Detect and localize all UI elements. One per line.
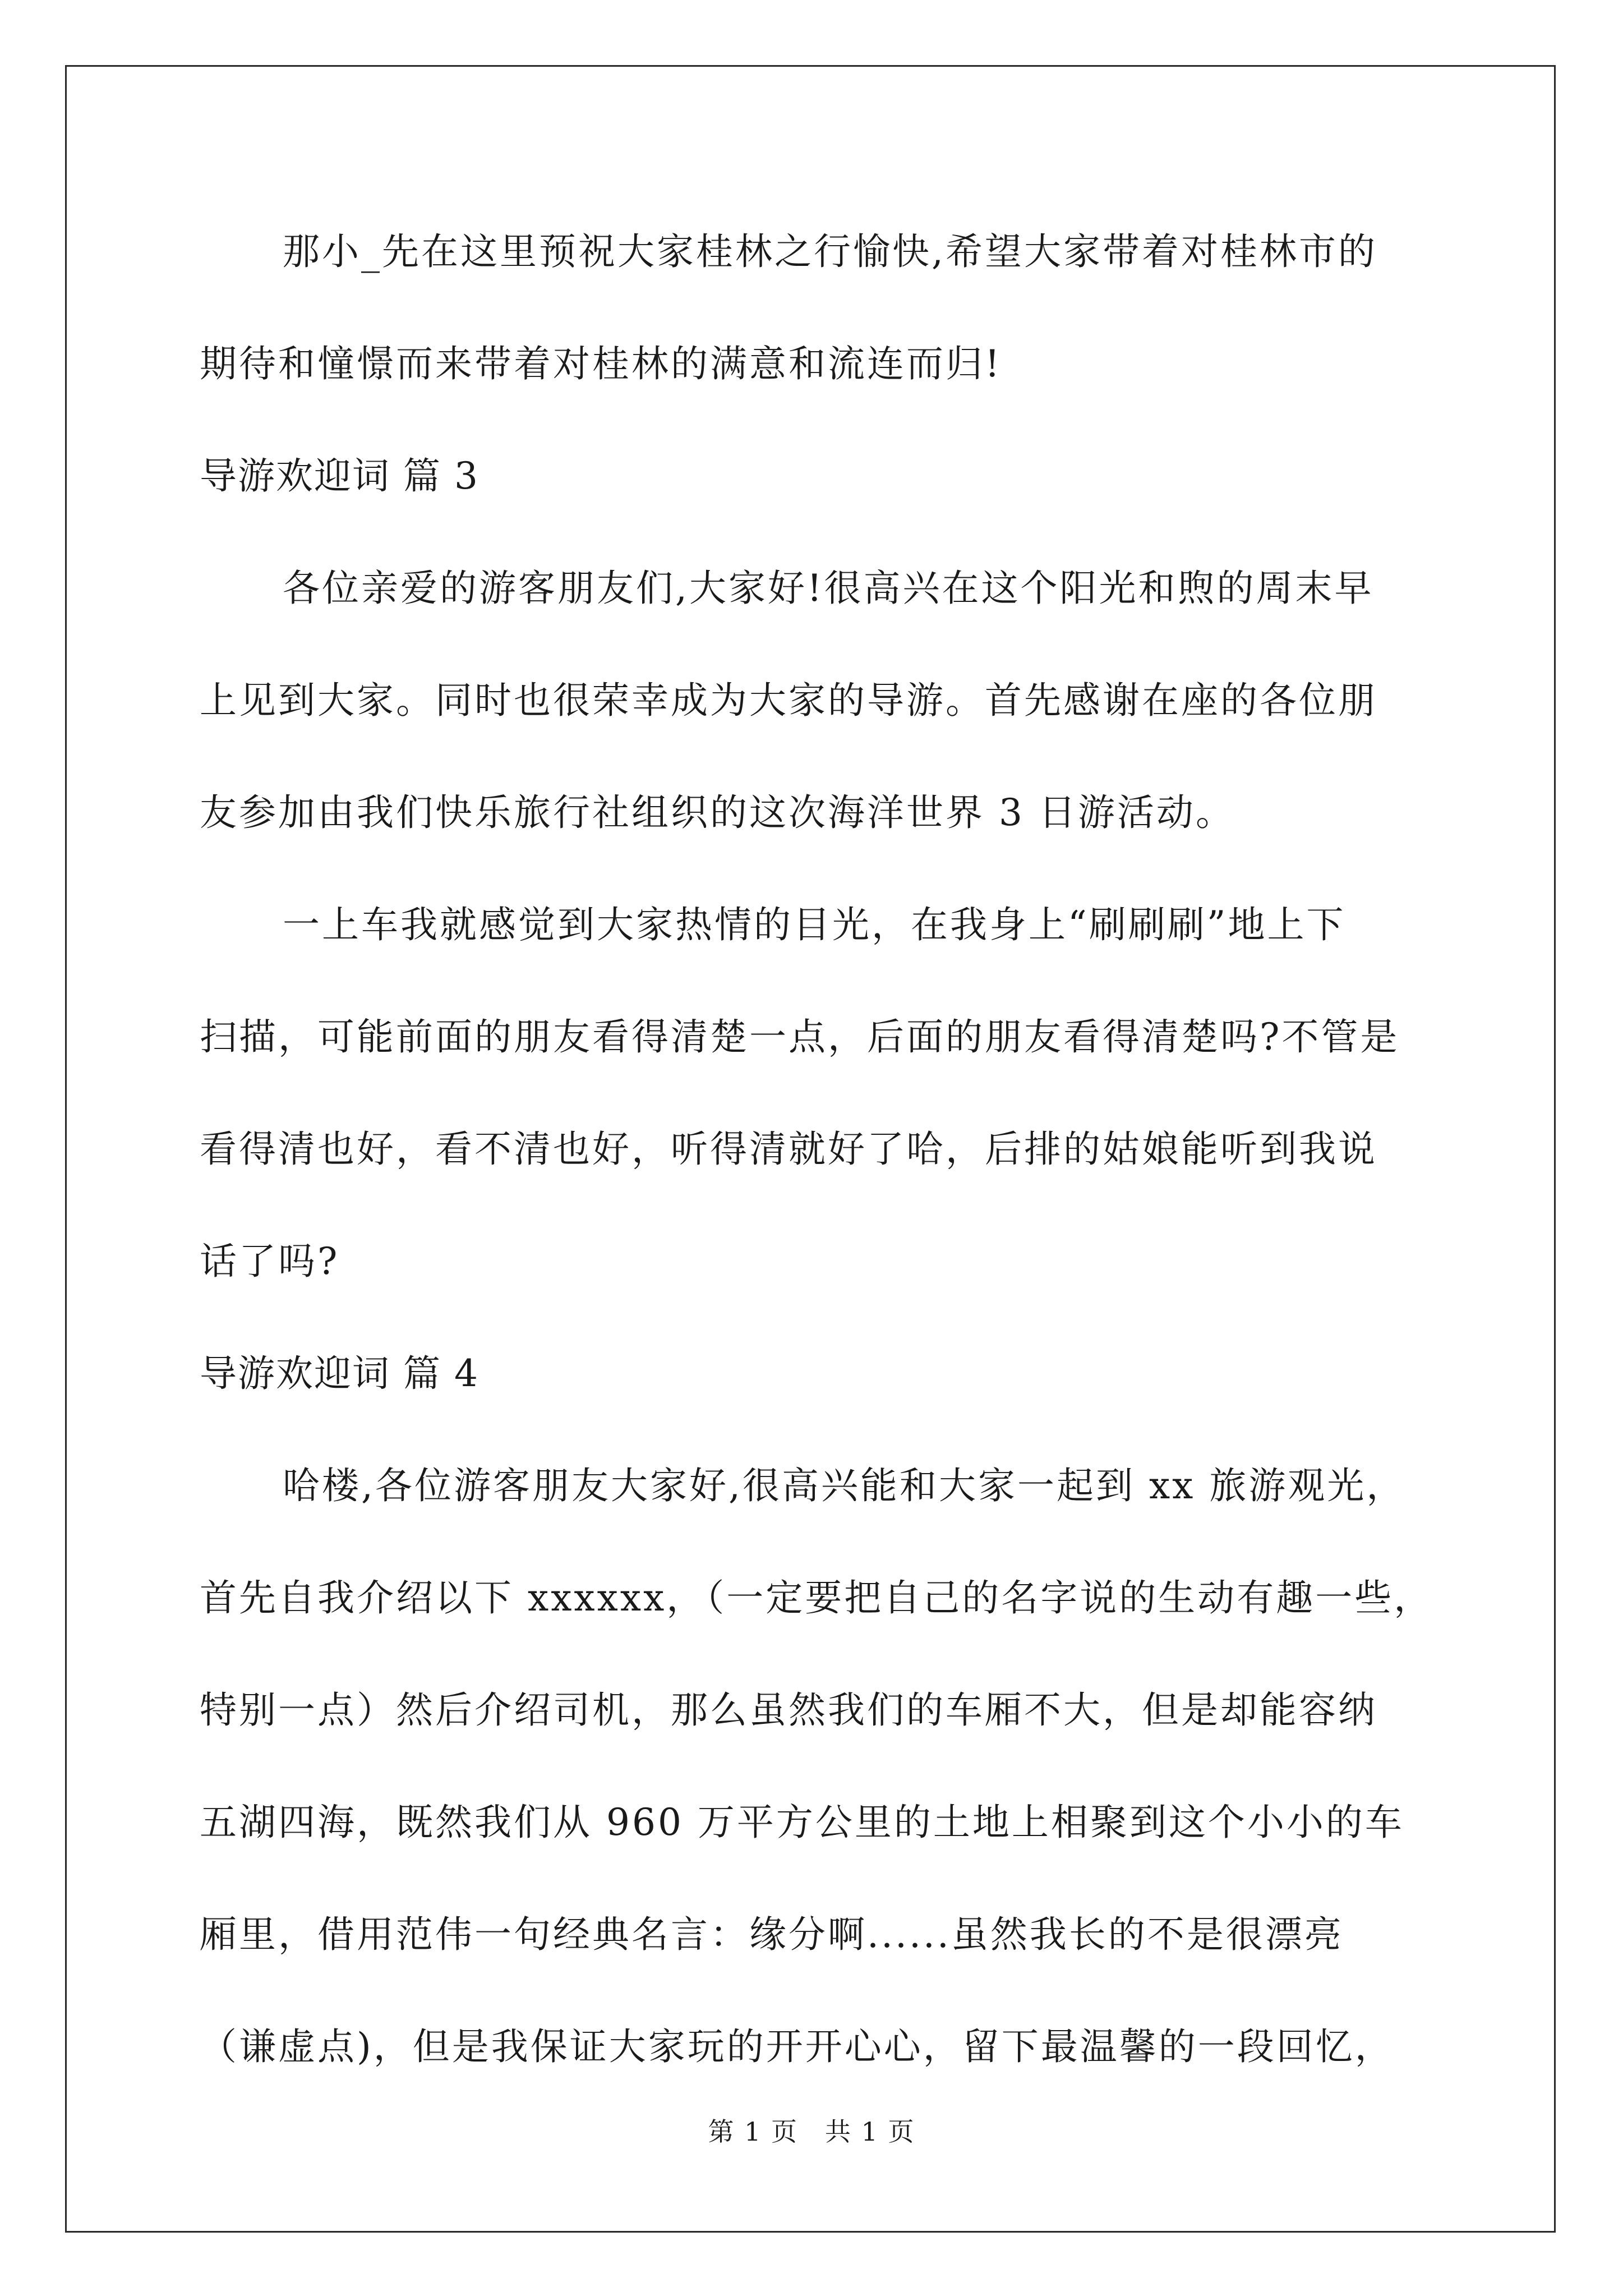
text-line: 哈楼,各位游客朋友大家好,很高兴能和大家一起到 xx 旅游观光， (283, 1464, 1406, 1507)
text-line: 五湖四海，既然我们从 960 万平方公里的土地上相聚到这个小小的车 (200, 1801, 1404, 1844)
text-line: 话了吗? (200, 1240, 340, 1283)
text-line: 一上车我就感觉到大家热情的目光，在我身上“刷刷刷”地上下 (283, 903, 1346, 946)
text-line: 厢里，借用范伟一句经典名言：缘分啊......虽然我长的不是很漂亮 (200, 1913, 1344, 1956)
text-line: 期待和憧憬而来带着对桂林的满意和流连而归! (200, 342, 1002, 385)
document-body (200, 219, 1433, 2126)
text-line: 看得清也好，看不清也好，听得清就好了哈，后排的姑娘能听到我说 (200, 1128, 1377, 1171)
text-line: 特别一点）然后介绍司机，那么虽然我们的车厢不大，但是却能容纳 (200, 1688, 1377, 1732)
text-line: 扫描，可能前面的朋友看得清楚一点，后面的朋友看得清楚吗?不管是 (200, 1015, 1400, 1059)
section-heading: 导游欢迎词 篇 4 (200, 1352, 479, 1395)
text-line: 上见到大家。同时也很荣幸成为大家的导游。首先感谢在座的各位朋 (200, 679, 1377, 722)
text-line: 各位亲爱的游客朋友们,大家好!很高兴在这个阳光和煦的周末早 (283, 567, 1374, 610)
text-line: 首先自我介绍以下 xxxxxx，（一定要把自己的名字说的生动有趣一些， (200, 1576, 1433, 1619)
section-heading: 导游欢迎词 篇 3 (200, 454, 479, 498)
page-number-footer: 第 1 页 共 1 页 (708, 2116, 915, 2147)
text-line: （谦虚点)，但是我保证大家玩的开开心心，留下最温馨的一段回忆， (200, 2025, 1394, 2068)
text-line: 友参加由我们快乐旅行社组织的这次海洋世界 3 日游活动。 (200, 791, 1235, 834)
text-line: 那小_先在这里预祝大家桂林之行愉快,希望大家带着对桂林市的 (283, 230, 1377, 273)
